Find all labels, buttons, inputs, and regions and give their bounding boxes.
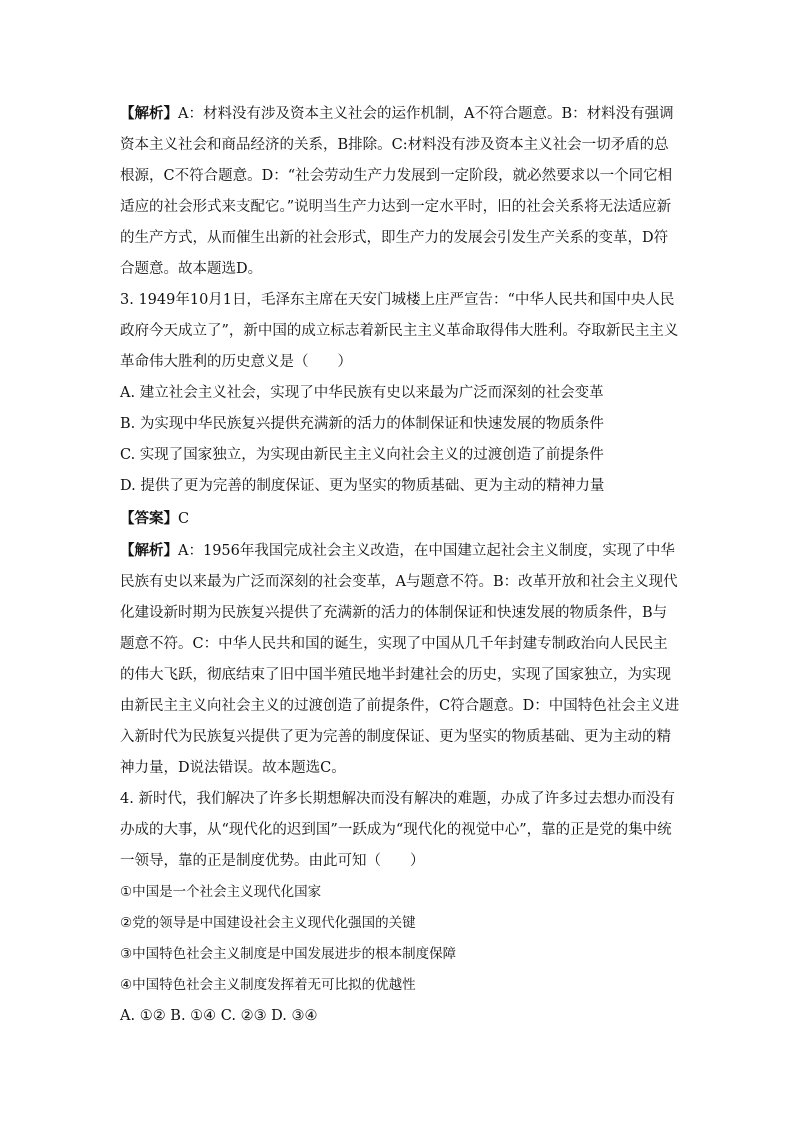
q4-statement-4: ④中国特色社会主义制度发挥着无可比拟的优越性 (120, 977, 416, 993)
q4-stem: 4. 新时代，我们解决了许多长期想解决而没有解决的难题，办成了许多过去想办而没有办成的大事，从“现代化的迟到国”一跃成为“现代化的视觉中心”，靠的正是党的集中统一领导，靠的正是制度优势。由此可知（ ） (120, 791, 675, 869)
q4-statement-3: ③中国特色社会主义制度是中国发展进步的根本制度保障 (120, 946, 457, 962)
analysis-tag: 【解析】 (120, 542, 178, 559)
q2-analysis (120, 98, 680, 285)
q2-analysis-text: A：材料没有涉及资本主义社会的运作机制，A不符合题意。B：材料没有强调资本主义社会和商品经济的关系，B排除。C:材料没有涉及资本主义社会一切矛盾的总根源，C不符合题意。D：“社会劳动生产力发展到一定阶段，就必然要求以一个同它相适应的社会形式来支配它。”说明当生产力达到一定水平时，旧的社会关系将无法适应新的生产方式，从而催生出新的社会形式，即生产力的发展会引发生产关系的变革，D符合题意。故本题选D。 (120, 106, 674, 277)
q3-analysis (120, 535, 680, 784)
analysis-tag: 【解析】 (120, 105, 178, 122)
q3-answer-value: C (178, 511, 190, 527)
page-content (120, 98, 680, 1032)
q3-stem: 3. 1949年10月1日，毛泽东主席在天安门城楼上庄严宣告：“中华人民共和国中央人民政府今天成立了”，新中国的成立标志着新民主主义革命取得伟大胜利。夺取新民主主义革命伟大胜利的历史意义是（ ） (120, 292, 679, 370)
q4-choices: A. ①② B. ①④ C. ②③ D. ③④ (120, 1008, 318, 1024)
q4-statement-2: ②党的领导是中国建设社会主义现代化强国的关键 (120, 915, 416, 931)
q3-option-d: D. 提供了更为完善的制度保证、更为坚实的物质基础、更为主动的精神力量 (120, 478, 605, 494)
q3-option-b: B. 为实现中华民族复兴提供充满新的活力的体制保证和快速发展的物质条件 (120, 416, 604, 432)
answer-tag: 【答案】 (120, 510, 178, 527)
q3-option-a: A. 建立社会主义社会，实现了中华民族有史以来最为广泛而深刻的社会变革 (120, 385, 604, 401)
q3-option-c: C. 实现了国家独立，为实现由新民主主义向社会主义的过渡创造了前提条件 (120, 447, 604, 463)
q4-statement-1: ①中国是一个社会主义现代化国家 (120, 884, 322, 900)
q3-analysis-text: A：1956年我国完成社会主义改造，在中国建立起社会主义制度，实现了中华民族有史以来最为广泛而深刻的社会变革，A与题意不符。B：改革开放和社会主义现代化建设新时期为民族复兴提供了充满新的活力的体制保证和快速发展的物质条件，B与题意不符。C：中华人民共和国的诞生，实现了中国从几千年封建专制政治向人民民主的伟大飞跃，彻底结束了旧中国半殖民地半封建社会的历史，实现了国家独立，为实现由新民主主义向社会主义的过渡创造了前提条件，C符合题意。D：中国特色社会主义进入新时代为民族复兴提供了更为完善的制度保证、更为坚实的物质基础、更为主动的精神力量，D说法错误。故本题选C。 (120, 543, 680, 776)
q3-answer (120, 503, 680, 535)
